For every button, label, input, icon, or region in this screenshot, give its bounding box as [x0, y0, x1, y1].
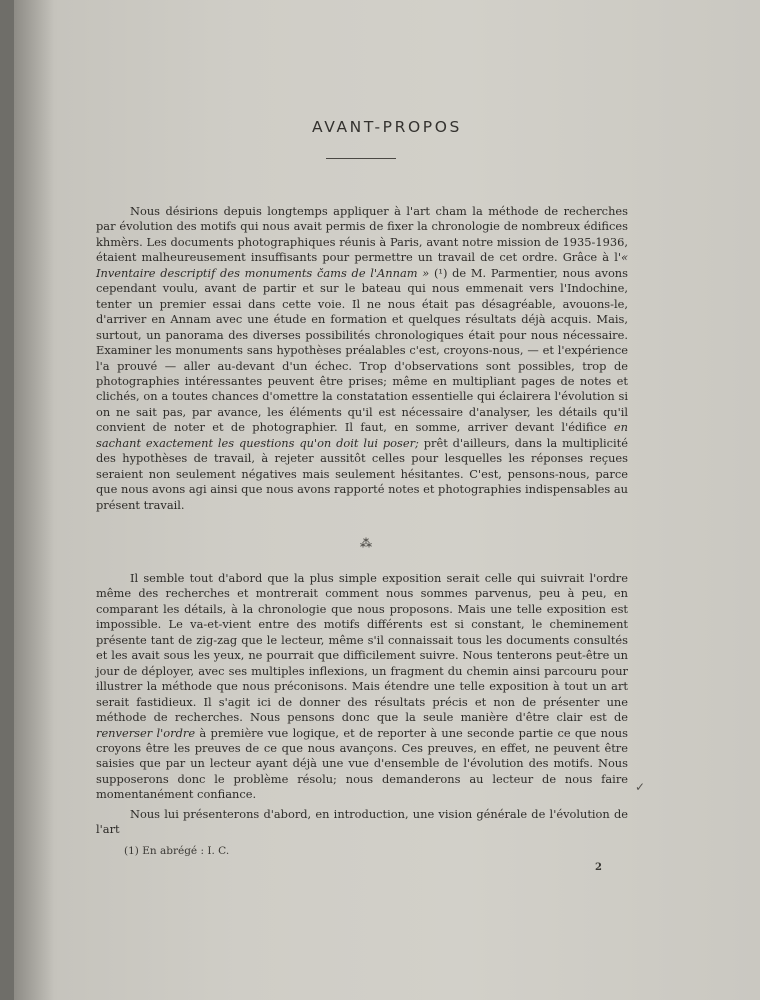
pencil-margin-mark: ✓ — [635, 780, 646, 794]
book-page — [14, 0, 760, 1000]
binding-shadow — [14, 0, 54, 1000]
footnote: (1) En abrégé : I. C. — [124, 845, 230, 857]
page-number: 2 — [595, 862, 602, 873]
paragraph-3: Nous lui présenterons d'abord, en introduction, une vision générale de l'évolution de l'art — [96, 807, 628, 837]
section-separator: ⁂ — [360, 536, 372, 550]
page-title: AVANT-PROPOS — [312, 118, 462, 136]
paragraph-1: Nous désirions depuis longtemps appliquer à l'art cham la méthode de recherches par évolution des motifs qui nous avait permis de fixer la chronologie de nombreux édifices khmèrs. Les documents photographiques réunis à Paris, avant notre mission de 1935-1936, étaient malheureusement insuffisants pour permettre un travail de cet ordre. Grâce à l'« Inventaire descriptif des monuments čams de l'Annam » (¹) de M. Parmentier, nous avons cependant voulu, avant de partir et sur le bateau qui nous emmenait vers l'Indochine, tenter un premier essai dans cette voie. Il ne nous était pas désagréable, avouons-le, d'arriver en Annam avec une étude en formation et quelques résultats déjà acquis. Mais, surtout, un panorama des diverses possibilités chronologiques était pour nous nécessaire. Examiner les monuments sans hypothèses préalables c'est, croyons-nous, — et l'expérience l'a prouvé — aller au-devant d'un échec. Trop d'observations sont possibles, trop de photographies intéressantes peuvent être prises; même en multipliant pages de notes et clichés, on a toutes chances d'omettre la constatation essentielle qui éclairera l'évolution si on ne sait pas, par avance, les éléments qu'il est nécessaire d'analyser, les détails qu'il convient de noter et de photographier. Il faut, en somme, arriver devant l'édifice en sachant exactement les questions qu'on doit lui poser; prêt d'ailleurs, dans la multiplicité des hypothèses de travail, à rejeter aussitôt celles pour lesquelles les réponses reçues seraient non seulement négatives mais seulement hésitantes. C'est, pensons-nous, parce que nous avons agi ainsi que nous avons rapporté notes et photographies indispensables au présent travail. — [96, 204, 628, 512]
paragraph-2: Il semble tout d'abord que la plus simple exposition serait celle qui suivrait l'ordre même des recherches et montrerait comment nous sommes parvenus, peu à peu, en comparant les détails, à la chronologie que nous proposons. Mais une telle exposition est impossible. Le va-et-vient entre des motifs différents est si constant, le cheminement présente tant de zig-zag que le lecteur, même s'il connaissait tous les documents consultés et les avait sous les yeux, ne pourrait que difficilement suivre. Nous tenterons peut-être un jour de déployer, avec ses multiples inflexions, un fragment du chemin ainsi parcouru pour illustrer la méthode que nous préconisons. Mais étendre une telle exposition à tout un art serait fastidieux. Il s'agit ici de donner des résultats précis et non de présenter une méthode de recherches. Nous pensons donc que la seule manière d'être clair est de renverser l'ordre à première vue logique, et de reporter à une seconde partie ce que nous croyons être les preuves de ce que nous avançons. Ces preuves, en effet, ne peuvent être saisies que par un lecteur ayant déjà une vue d'ensemble de l'évolution des motifs. Nous supposerons donc le problème résolu; nous demanderons au lecteur de nous faire momentanément confiance. — [96, 571, 628, 802]
title-underline — [326, 158, 396, 159]
